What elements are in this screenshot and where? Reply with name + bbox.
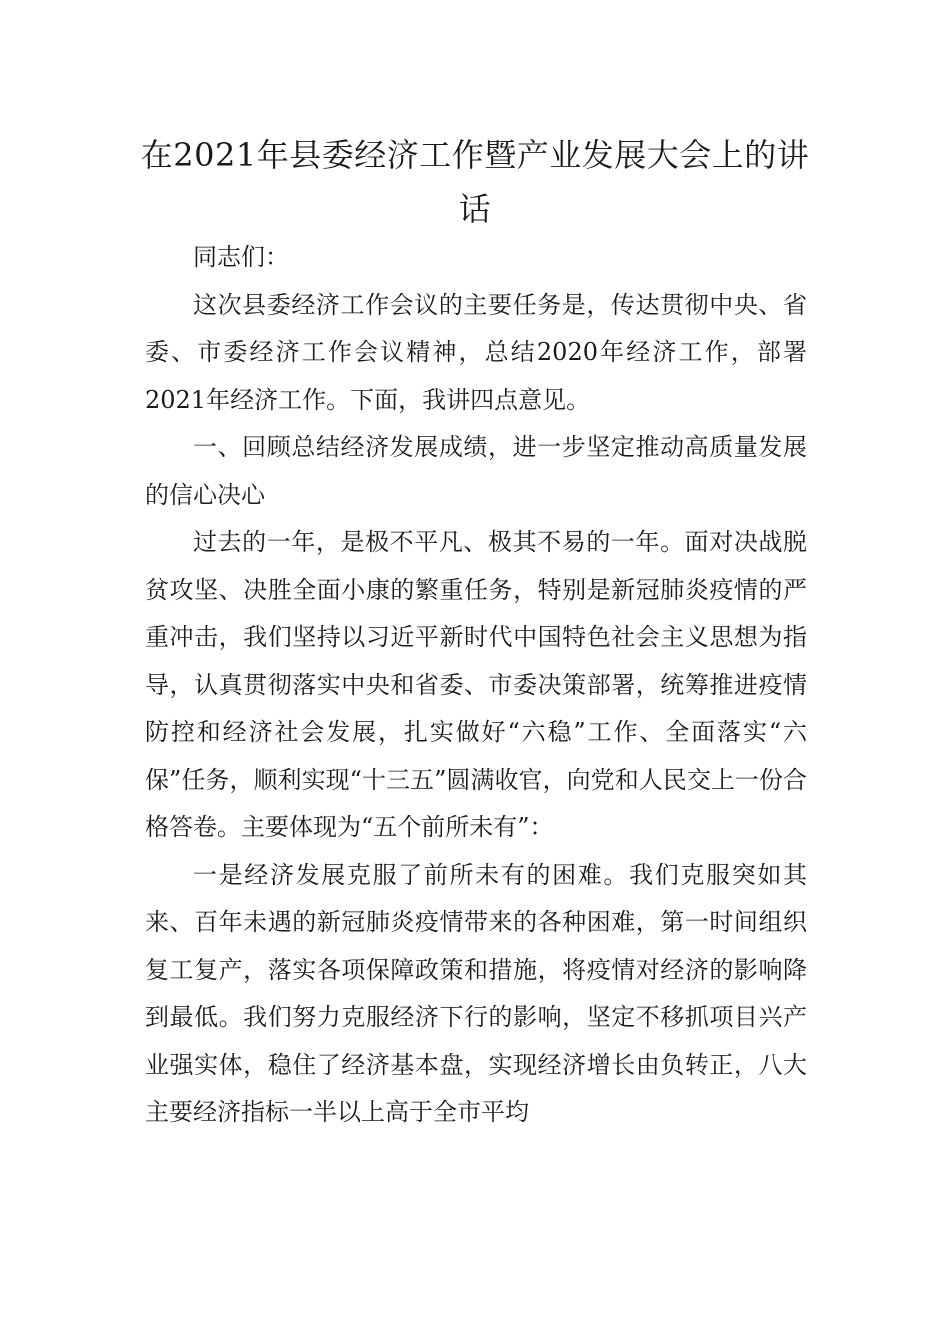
point-one-paragraph: 一是经济发展克服了前所未有的困难。我们克服突如其来、百年未遇的新冠肺炎疫情带来的各种困难，第一时间组织复工复产，落实各项保障政策和措施，将疫情对经济的影响降到最低。我们努力克服经济下行的影响，坚定不移抓项目兴产业强实体，稳住了经济基本盘，实现经济增长由负转正，八大主要经济指标一半以上高于全市平均	[145, 860, 807, 1126]
document-title: 在2021年县委经济工作暨产业发展大会上的讲话	[140, 136, 810, 228]
review-paragraph: 过去的一年，是极不平凡、极其不易的一年。面对决战脱贫攻坚、决胜全面小康的繁重任务，特别是新冠肺炎疫情的严重冲击，我们坚持以习近平新时代中国特色社会主义思想为指导，认真贯彻落实中央和省委、市委决策部署，统筹推进疫情防控和经济社会发展，扎实做好“六稳”工作、全面落实“六保”任务，顺利实现“十三五”圆满收官，向党和人民交上一份合格答卷。主要体现为“五个前所未有”：	[145, 528, 807, 841]
salutation-paragraph: 同志们：	[193, 243, 289, 271]
document-body	[145, 234, 807, 1137]
intro-paragraph: 这次县委经济工作会议的主要任务是，传达贯彻中央、省委、市委经济工作会议精神，总结2020年经济工作，部署2021年经济工作。下面，我讲四点意见。	[145, 290, 807, 414]
section-heading: 一、回顾总结经济发展成绩，进一步坚定推动高质量发展的信心决心	[145, 433, 807, 509]
